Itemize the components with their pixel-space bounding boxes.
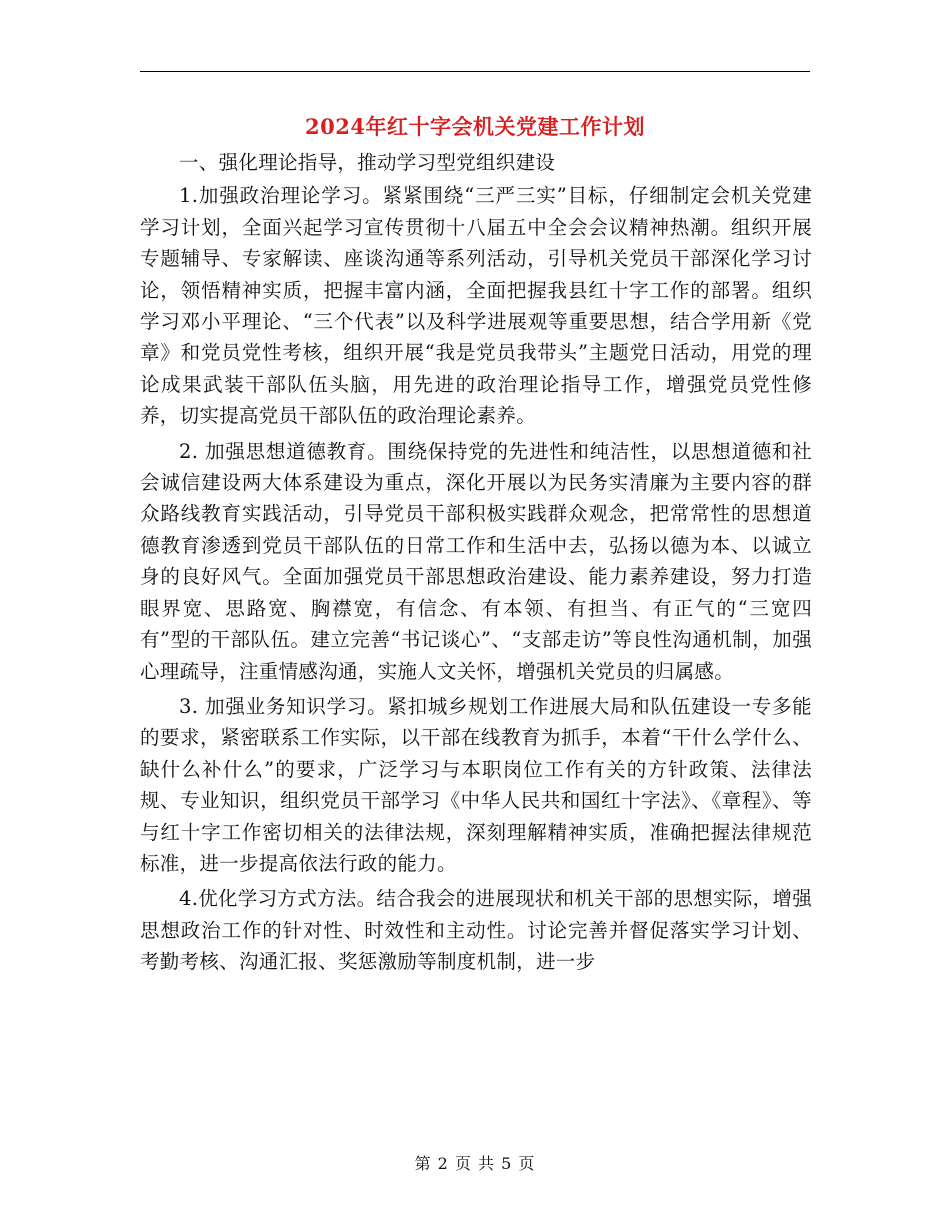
document-body [140,147,812,978]
paragraph-2: 2. 加强思想道德教育。围绕保持党的先进性和纯洁性，以思想道德和社会诚信建设两大体系建设为重点，深化开展以为民务实清廉为主要内容的群众路线教育实践活动，引导党员干部积极实践群众观念，把常常性的思想道德教育渗透到党员干部队伍的日常工作和生活中去，弘扬以德为本、以诚立身的良好风气。全面加强党员干部思想政治建设、能力素养建设，努力打造眼界宽、思路宽、胸襟宽，有信念、有本领、有担当、有正气的“三宽四有”型的干部队伍。建立完善“书记谈心”、“支部走访”等良性沟通机制，加强心理疏导，注重情感沟通，实施人文关怀，增强机关党员的归属感。 [140,439,812,683]
paragraph-4: 4.优化学习方式方法。结合我会的进展现状和机关干部的思想实际，增强思想政治工作的针对性、时效性和主动性。讨论完善并督促落实学习计划、考勤考核、沟通汇报、奖惩激励等制度机制，进一步 [140,887,813,974]
header-rule [140,71,810,72]
page-number-footer: 第 2 页 共 5 页 [414,1154,536,1173]
paragraph-1: 1.加强政治理论学习。紧紧围绕“三严三实”目标，仔细制定会机关党建学习计划，全面兴起学习宣传贯彻十八届五中全会会议精神热潮。组织开展专题辅导、专家解读、座谈沟通等系列活动，引导机关党员干部深化学习讨论，领悟精神实质，把握丰富内涵，全面把握我县红十字工作的部署。组织学习邓小平理论、“三个代表”以及科学进展观等重要思想，结合学用新《党章》和党员党性考核，组织开展“我是党员我带头”主题党日活动，用党的理论成果武装干部队伍头脑，用先进的政治理论指导工作，增强党员党性修养，切实提高党员干部队伍的政治理论素养。 [140,184,812,428]
document-title: 2024年红十字会机关党建工作计划 [305,114,645,139]
section-heading: 一、强化理论指导，推动学习型党组织建设 [179,151,556,174]
paragraph-3: 3. 加强业务知识学习。紧扣城乡规划工作进展大局和队伍建设一专多能的要求，紧密联系工作实际，以干部在线教育为抓手，本着“干什么学什么、缺什么补什么”的要求，广泛学习与本职岗位工作有关的方针政策、法律法规、专业知识，组织党员干部学习《中华人民共和国红十字法》、《章程》、等与红十字工作密切相关的法律法规，深刻理解精神实质，准确把握法律规范标准，进一步提高依法行政的能力。 [140,694,812,875]
